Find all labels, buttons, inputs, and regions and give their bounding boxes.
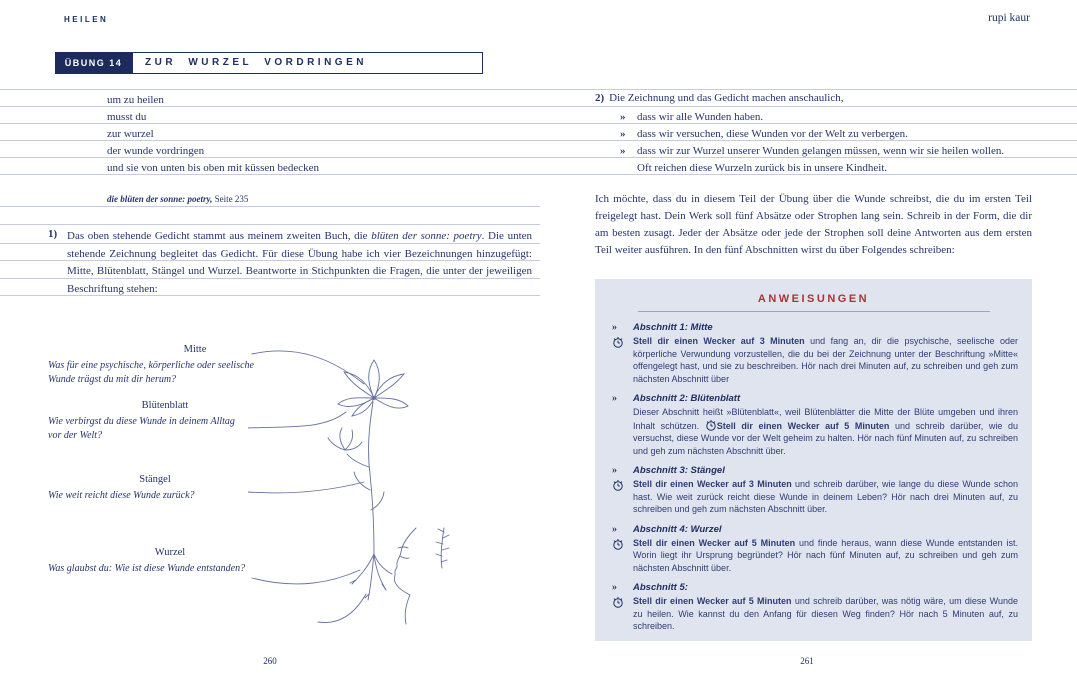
section-title: Abschnitt 5: (633, 582, 688, 593)
section-title: Abschnitt 4: Wurzel (633, 523, 722, 535)
bold-lead: Stell dir einen Wecker auf 3 Minuten (633, 336, 805, 346)
bullet-marker: » (620, 111, 626, 123)
bullet-item (620, 126, 1012, 143)
section-body (633, 406, 1018, 457)
poem-line: und sie von unten bis oben mit küssen bedecken (107, 162, 320, 174)
section-title: Abschnitt 2: Blütenblatt (633, 393, 741, 404)
section-marker: » (612, 582, 617, 593)
bold-lead: Stell dir einen Wecker auf 5 Minuten (633, 596, 792, 606)
poem-attribution (107, 194, 248, 204)
source-page: Seite 235 (212, 194, 249, 204)
rule-line (0, 224, 540, 225)
flower-root-drawing (248, 332, 483, 635)
task-1-book-title: blüten der sonne: poetry (371, 230, 482, 242)
bold-lead: Stell dir einen Wecker auf 3 Minuten (633, 479, 792, 489)
bullet-text: dass wir versuchen, diese Wunden vor der Welt zu verbergen. (637, 128, 908, 140)
section-body (633, 478, 1018, 516)
section-marker: » (612, 393, 617, 404)
poem-line: um zu heilen (107, 94, 164, 106)
instructions-box (595, 279, 1032, 641)
task-1 (48, 228, 532, 298)
bullet-text: dass wir zur Wurzel unserer Wunden gelangen müssen, wenn wir sie heilen wollen. Oft reichen diese Wurzeln zurück bis in unsere Kindheit. (637, 145, 1005, 174)
bullet-marker: » (620, 128, 626, 140)
diagram-question-bluetenblatt: Wie verbirgst du diese Wunde in deinem Alltag vor der Welt? (48, 416, 235, 441)
rule-line (0, 206, 540, 207)
task-1-seg3: . Die unten stehende Zeichnung begleitet das Gedicht. Für diese Übung habe ich vier Bezeichnungen hinzugefügt: Mitte, Blütenblatt, Stängel und Wurzel. Beantworte in Stichpunkten die Fragen, die unter der jeweiligen Beschriftung stehen: (67, 230, 533, 295)
body-text: und schreib darüber, was nötig wäre, um diese Wunde zu heilen. Wie kannst du den Anfang für diesen Weg finden? Hör nach 5 Minuten auf, zu schreiben. (633, 596, 1018, 631)
bullet-item (620, 109, 1012, 126)
poem-line: zur wurzel (107, 128, 154, 140)
task-2-paragraph: Ich möchte, dass du in diesem Teil der Übung über die Wunde schreibst, die du im ersten Teil freigelegt hast. Dein Werk soll fünf Absätze oder Strophen lang sein. Schreib in der Form, die dir am besten zusagt. Jeder der Absätze oder jede der Strophen soll deine Antworten aus dem ersten Teil weiter ausführen. In den fünf Abschnitten wirst du über Folgendes schreiben: (595, 193, 1032, 256)
body-text: und schreib darüber, wie du versuchst, diese Wunde vor der Welt geheim zu halten. Hör nach fünf Minuten auf, zu schreiben und geh zum nächsten Abschnitt über. (633, 420, 1018, 456)
instruction-section-2 (595, 393, 1032, 457)
bullet-marker: » (620, 145, 626, 157)
rule-line (0, 89, 1077, 90)
source-title: die blüten der sonne: poetry, (107, 194, 213, 204)
body-text: und schreib darüber, wie lange du diese Wunde schon hast. Wie weit zurück reicht diese Wunde in deinem Leben? Hör nach drei Minuten auf, zu schreiben und geh zum nächsten Abschnitt über. (633, 479, 1018, 514)
diagram-label-bluetenblatt: Blütenblatt (141, 400, 189, 411)
author-name: rupi kaur (988, 12, 1030, 24)
poem (107, 92, 319, 177)
section-body (633, 335, 1018, 385)
instruction-section-1 (595, 322, 1032, 385)
poem-line: der wunde vordringen (107, 145, 205, 157)
task-2-intro-text: Die Zeichnung und das Gedicht machen anschaulich, (609, 92, 844, 104)
section-title: Abschnitt 3: Stängel (633, 465, 725, 476)
section-marker: » (612, 523, 617, 535)
diagram-question-mitte: Was für eine psychische, körperliche oder seelische Wunde trägst du mit dir herum? (48, 360, 254, 385)
task-1-text (67, 228, 532, 298)
body-text: Dieser Abschnitt heißt »Blütenblatt«, weil Blütenblätter die Mitte der Blüte umgeben und ihren Inhalt schützen. (633, 407, 1018, 431)
task-number: 1) (48, 228, 58, 240)
timer-icon (612, 336, 624, 348)
page-number-left: 260 (263, 656, 277, 666)
section-marker: » (612, 465, 617, 476)
section-body (633, 537, 1018, 575)
instruction-section-4 (595, 524, 1032, 575)
task-2-intro (595, 92, 843, 104)
task-number: 2) (595, 92, 605, 104)
instruction-section-3 (595, 465, 1032, 516)
section-body (633, 595, 1018, 633)
title-underline (638, 311, 990, 312)
poem-line: musst du (107, 111, 147, 123)
bold-lead: Stell dir einen Wecker auf 5 Minuten (716, 420, 890, 431)
diagram-label-mitte: Mitte (183, 344, 207, 355)
body-text: und fang an, dir die psychische, seelische oder körperliche Verwundung vorzustellen, die du bei der Zeichnung unter der Beschriftung »Mitte« offengelegt hast, und sie zu beschreiben. Hör nach drei Minuten auf, zu schreiben und geh zum nächsten Abschnitt über (633, 336, 1018, 384)
instructions-title: ANWEISUNGEN (757, 293, 870, 305)
diagram-label-staengel: Stängel (139, 474, 171, 485)
instruction-section-5 (595, 582, 1032, 633)
section-marker: » (612, 322, 617, 333)
body-text: und finde heraus, wann diese Wunde entstanden ist. Worin liegt ihr Ursprung begründet? Hör nach fünf Minuten auf, zu schreiben und geh zum nächsten Abschnitt über. (633, 537, 1018, 573)
diagram-label-wurzel: Wurzel (154, 547, 186, 558)
bullet-item (620, 143, 1012, 177)
running-header: HEILEN (64, 15, 109, 24)
diagram-question-staengel: Wie weit reicht diese Wunde zurück? (48, 490, 195, 501)
timer-icon (612, 596, 624, 608)
timer-icon (612, 538, 624, 550)
page-number-right: 261 (800, 656, 814, 666)
section-title: Abschnitt 1: Mitte (633, 322, 713, 333)
diagram-question-wurzel: Was glaubst du: Wie ist diese Wunde entstanden? (48, 563, 246, 574)
exercise-title: ZUR WURZEL VORDRINGEN (132, 52, 483, 74)
bold-lead: Stell dir einen Wecker auf 5 Minuten (633, 537, 796, 548)
bullet-text: dass wir alle Wunden haben. (637, 111, 764, 123)
timer-icon (705, 419, 717, 431)
timer-icon (612, 479, 624, 491)
task-2-bullets (620, 109, 1012, 177)
task-1-seg1: Das oben stehende Gedicht stammt aus meinem zweiten Buch, die (67, 230, 372, 242)
exercise-number-badge: ÜBUNG 14 (55, 52, 132, 74)
